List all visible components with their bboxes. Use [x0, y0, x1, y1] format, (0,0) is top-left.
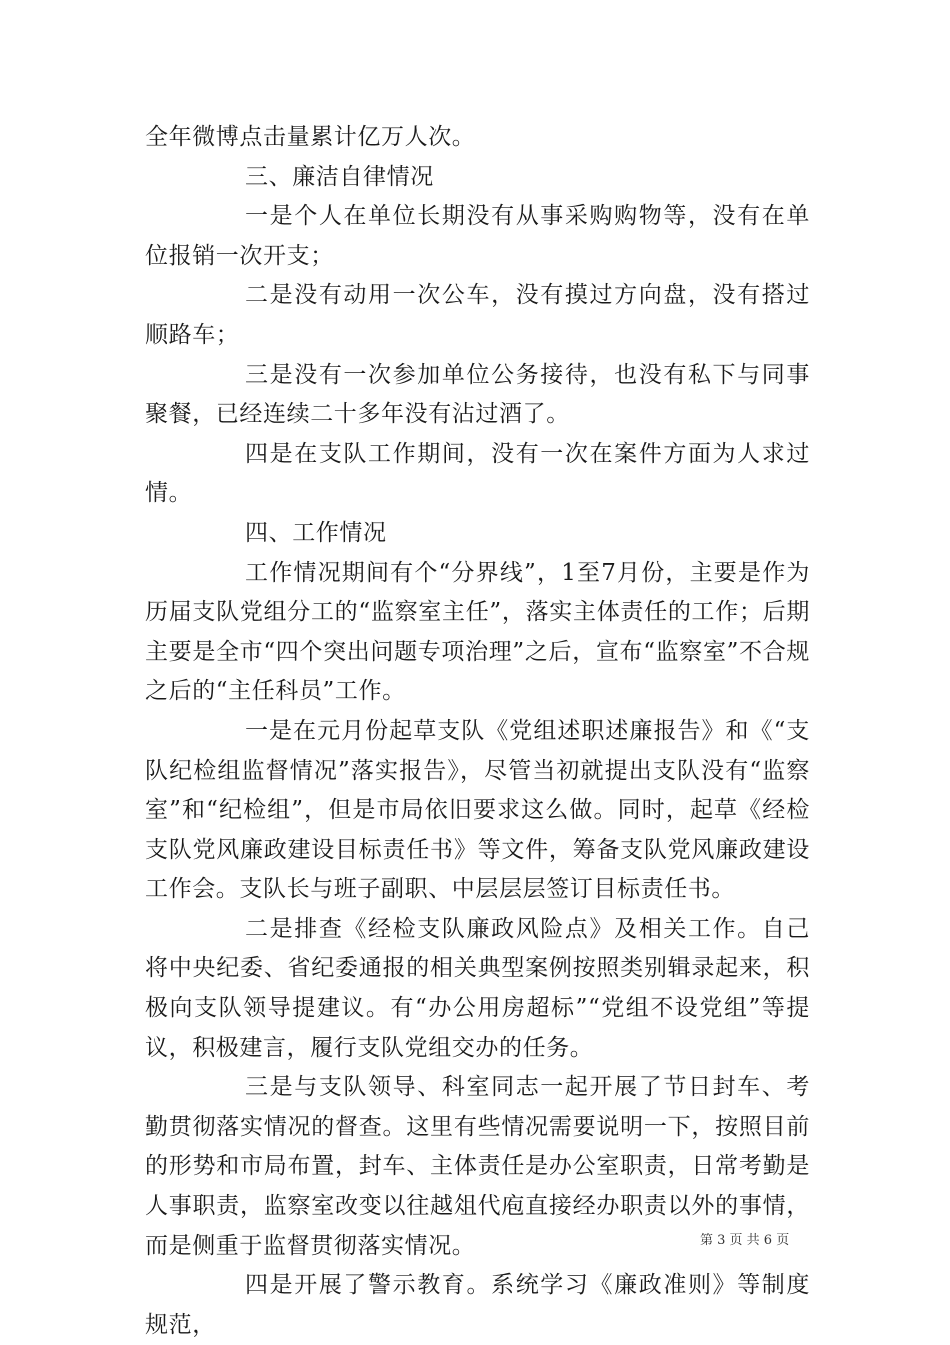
paragraph-integrity-2: 二是没有动用一次公车，没有摸过方向盘，没有搭过顺路车； — [145, 282, 810, 348]
paragraph-integrity-4: 四是在支队工作期间，没有一次在案件方面为人求过情。 — [145, 440, 810, 507]
paragraph-integrity-1: 一是个人在单位长期没有从事采购购物等，没有在单位报销一次开支； — [145, 203, 810, 269]
paragraph-work-3: 三是与支队领导、科室同志一起开展了节日封车、考勤贯彻落实情况的督查。这里有些情况需要说明一下，按照目前的形势和市局布置，封车、主体责任是办公室职责，日常考勤是人事职责，监察室改变以往越俎代庖直接经办职责以外的事情，而是侧重于监督贯彻落实情况。 — [145, 1074, 810, 1259]
paragraph-continuation: 全年微博点击量累计亿万人次。 — [145, 124, 476, 150]
page-number-footer: 第 3 页 共 6 页 — [700, 1233, 790, 1248]
document-body — [145, 118, 810, 1345]
paragraph-integrity-3: 三是没有一次参加单位公务接待，也没有私下与同事聚餐，已经连续二十多年没有沾过酒了。 — [145, 361, 810, 428]
section-heading-integrity: 三、廉洁自律情况 — [245, 163, 434, 190]
paragraph-work-4: 四是开展了警示教育。系统学习《廉政准则》等制度规范， — [145, 1272, 810, 1338]
paragraph-work-intro: 工作情况期间有个“分界线”，1至7月份，主要是作为历届支队党组分工的“监察室主任”，落实主体责任的工作；后期主要是全市“四个突出问题专项治理”之后，宣布“监察室”不合规之后的“主任科员”工作。 — [145, 559, 810, 705]
paragraph-work-1: 一是在元月份起草支队《党组述职述廉报告》和《“支队纪检组监督情况”落实报告》，尽管当初就提出支队没有“监察室”和“纪检组”，但是市局依旧要求这么做。同时，起草《经检支队党风廉政建设目标责任书》等文件，筹备支队党风廉政建设工作会。支队长与班子副职、中层层层签订目标责任书。 — [145, 717, 810, 903]
section-heading-work: 四、工作情况 — [245, 519, 387, 546]
paragraph-work-2: 二是排查《经检支队廉政风险点》及相关工作。自己将中央纪委、省纪委通报的相关典型案例按照类别辑录起来，积极向支队领导提建议。有“办公用房超标”“党组不设党组”等提议，积极建言，履行支队党组交办的任务。 — [145, 915, 810, 1061]
